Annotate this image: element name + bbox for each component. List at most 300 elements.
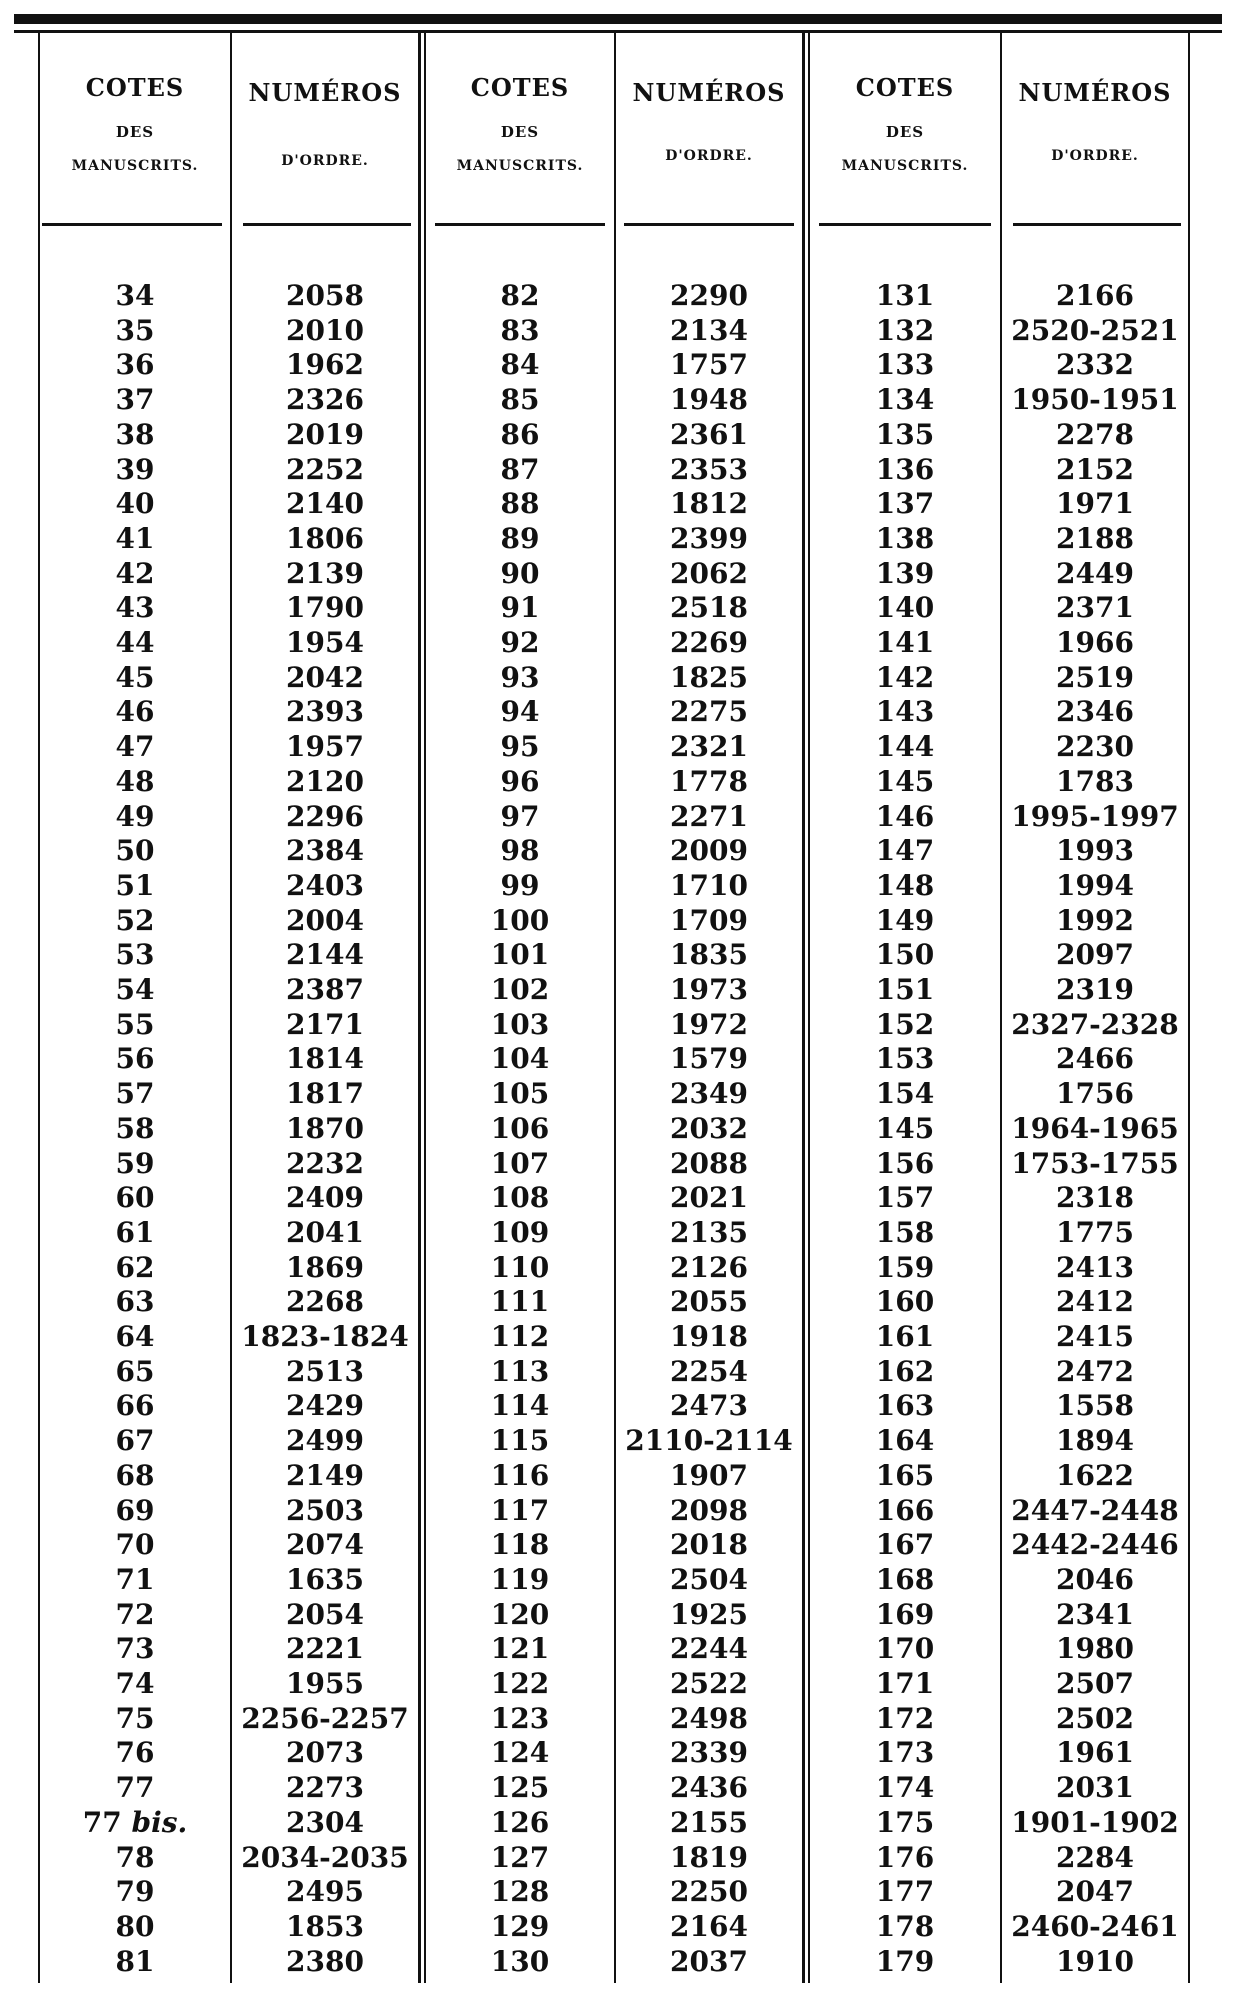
numero-cell: 2318 <box>1056 1181 1134 1215</box>
cote-value: 48 <box>115 764 155 798</box>
header-cotes-line2: DES <box>115 123 155 141</box>
cote-cell <box>40 1805 230 1840</box>
cote-value: 61 <box>115 1215 155 1249</box>
header-cotes-line1: COTES <box>85 73 185 102</box>
numero-cell: 2321 <box>670 730 748 764</box>
cote-cell <box>810 1770 1000 1805</box>
numero-cell: 2498 <box>670 1701 748 1735</box>
cote-value: 115 <box>490 1424 550 1458</box>
cote-value: 177 <box>875 1875 935 1909</box>
cote-value: 83 <box>500 313 540 347</box>
cote-cell <box>40 1458 230 1493</box>
numero-cell: 2232 <box>286 1146 364 1180</box>
numero-cell: 2110-2114 <box>625 1424 793 1458</box>
cote-value: 89 <box>500 521 540 555</box>
numero-cell: 2519 <box>1056 660 1134 694</box>
cote-cell <box>40 556 230 591</box>
cote-value: 91 <box>500 591 540 625</box>
numero-cell: 2041 <box>286 1215 364 1249</box>
cote-cell <box>426 1840 614 1875</box>
numero-cell: 1972 <box>670 1007 748 1041</box>
numero-cell: 2387 <box>286 973 364 1006</box>
cote-cell <box>810 1250 1000 1285</box>
header-cotes-line3: MANUSCRITS. <box>841 158 969 174</box>
cote-value: 59 <box>115 1146 155 1180</box>
numero-cell: 2442-2446 <box>1011 1528 1179 1562</box>
cote-value: 103 <box>490 1007 550 1041</box>
numero-cell: 1853 <box>286 1909 364 1943</box>
numero-cell: 2152 <box>1056 452 1134 486</box>
numero-cell: 2284 <box>1056 1840 1134 1874</box>
cote-value: 137 <box>875 487 935 521</box>
cote-cell <box>810 764 1000 799</box>
cote-cell <box>426 1458 614 1493</box>
cote-value: 175 <box>875 1805 935 1839</box>
cote-cell <box>426 1701 614 1736</box>
numero-cell: 2135 <box>670 1215 748 1249</box>
cote-value: 151 <box>875 973 935 1006</box>
cote-value: 161 <box>875 1320 935 1353</box>
cote-value: 74 <box>115 1667 155 1700</box>
cote-value: 111 <box>490 1285 550 1319</box>
numero-cell: 2269 <box>670 626 748 659</box>
cote-cell <box>40 1527 230 1562</box>
numero-cell: 1579 <box>670 1042 748 1076</box>
numero-cell: 1778 <box>670 764 748 798</box>
cote-value: 166 <box>875 1493 935 1527</box>
cote-value: 134 <box>875 383 935 417</box>
cote-cell <box>40 903 230 938</box>
cote-value: 81 <box>115 1944 155 1978</box>
top-rule <box>14 14 1222 24</box>
cote-cell <box>810 1909 1000 1944</box>
numero-cell: 1925 <box>670 1597 748 1631</box>
cote-cell <box>40 1423 230 1458</box>
header-cotes-line3: MANUSCRITS. <box>71 158 199 174</box>
numero-cell: 2499 <box>286 1424 364 1458</box>
cote-cell <box>40 1944 230 1979</box>
cote-cell <box>426 1666 614 1701</box>
cote-cell <box>810 278 1000 313</box>
cote-value: 135 <box>875 417 935 451</box>
cote-cell <box>40 1874 230 1909</box>
cote-cell <box>40 1666 230 1701</box>
numero-cell: 2074 <box>286 1528 364 1562</box>
header-numeros-line1: NUMÉROS <box>1018 78 1172 107</box>
numero-cell: 2415 <box>1056 1320 1134 1353</box>
cote-value: 49 <box>115 799 155 833</box>
numero-cell: 2353 <box>670 452 748 486</box>
cote-cell <box>40 1701 230 1736</box>
numero-cell: 2034-2035 <box>241 1840 409 1874</box>
cote-value: 53 <box>115 938 155 972</box>
numero-cell: 1806 <box>286 521 364 555</box>
cote-cell <box>40 1250 230 1285</box>
numero-cell: 2021 <box>670 1181 748 1215</box>
cote-cell <box>810 486 1000 521</box>
numero-cell: 1756 <box>1056 1077 1134 1111</box>
cote-value: 172 <box>875 1701 935 1735</box>
cote-value: 110 <box>490 1250 550 1284</box>
header-rule <box>243 223 411 226</box>
cote-cell <box>426 1250 614 1285</box>
cote-value: 170 <box>875 1632 935 1666</box>
cote-value: 96 <box>500 764 540 798</box>
cote-cell <box>810 1527 1000 1562</box>
cote-value: 171 <box>875 1667 935 1700</box>
cote-cell <box>426 1527 614 1562</box>
numero-cell: 2149 <box>286 1458 364 1492</box>
numero-cell: 2221 <box>286 1632 364 1666</box>
numero-cell: 1622 <box>1056 1458 1134 1492</box>
numero-cell: 2290 <box>670 279 748 312</box>
cote-cell <box>426 1423 614 1458</box>
cote-cell <box>40 1041 230 1076</box>
cote-value: 78 <box>115 1840 155 1874</box>
cote-value: 109 <box>490 1215 550 1249</box>
numero-cell: 1993 <box>1056 834 1134 868</box>
cote-cell <box>40 486 230 521</box>
cote-value: 139 <box>875 556 935 590</box>
numero-cell: 2520-2521 <box>1011 313 1179 347</box>
cote-cell <box>40 1388 230 1423</box>
header-numeros-line2: D'ORDRE. <box>665 148 753 164</box>
numero-cell: 2339 <box>670 1736 748 1770</box>
cote-value: 133 <box>875 348 935 382</box>
cote-cell <box>426 1388 614 1423</box>
cote-value: 157 <box>875 1181 935 1215</box>
cote-cell <box>810 1354 1000 1389</box>
cote-value: 101 <box>490 938 550 972</box>
cote-value: 44 <box>115 626 155 659</box>
header-rule <box>1013 223 1181 226</box>
numero-cell: 2054 <box>286 1597 364 1631</box>
cote-cell <box>426 1493 614 1528</box>
cote-value: 100 <box>490 903 550 937</box>
cote-cell <box>40 1493 230 1528</box>
cote-value: 47 <box>115 730 155 764</box>
cote-value: 108 <box>490 1181 550 1215</box>
cote-cell <box>426 1180 614 1215</box>
cote-cell <box>40 833 230 868</box>
cote-value: 80 <box>115 1909 155 1943</box>
cote-value: 82 <box>500 279 540 312</box>
cote-cell <box>40 1631 230 1666</box>
cote-cell <box>40 694 230 729</box>
numero-cell: 1995-1997 <box>1011 799 1179 833</box>
header-numeros <box>616 33 802 223</box>
numero-cell: 2019 <box>286 417 364 451</box>
cote-cell <box>810 1458 1000 1493</box>
numero-cell: 1907 <box>670 1458 748 1492</box>
cote-cell <box>810 1284 1000 1319</box>
cote-value: 95 <box>500 730 540 764</box>
cote-cell <box>426 278 614 313</box>
cote-value: 43 <box>115 591 155 625</box>
cote-cell <box>40 1180 230 1215</box>
numero-cell: 2460-2461 <box>1011 1909 1179 1943</box>
cote-cell <box>40 1840 230 1875</box>
cote-value: 124 <box>490 1736 550 1770</box>
cote-cell <box>426 1007 614 1042</box>
cote-value: 35 <box>115 313 155 347</box>
cote-cell <box>426 1770 614 1805</box>
cote-cell <box>40 417 230 452</box>
numero-cell: 2429 <box>286 1389 364 1423</box>
cote-value: 156 <box>875 1146 935 1180</box>
cote-cell <box>810 868 1000 903</box>
numero-cell: 1835 <box>670 938 748 972</box>
cote-value: 86 <box>500 417 540 451</box>
cote-value: 102 <box>490 973 550 1006</box>
manuscript-concordance-table <box>38 33 1196 1983</box>
cote-cell <box>810 903 1000 938</box>
cote-cell <box>810 1493 1000 1528</box>
numero-cell: 2413 <box>1056 1250 1134 1284</box>
cote-cell <box>810 1215 1000 1250</box>
cote-cell <box>426 382 614 417</box>
cote-cell <box>40 313 230 348</box>
cote-value: 68 <box>115 1458 155 1492</box>
cote-cell <box>426 486 614 521</box>
cote-value: 64 <box>115 1320 155 1353</box>
cote-value: 126 <box>490 1805 550 1839</box>
cote-cell <box>426 1076 614 1111</box>
numero-cell: 2188 <box>1056 521 1134 555</box>
numero-cell: 2055 <box>670 1285 748 1319</box>
cote-cell <box>40 1215 230 1250</box>
cote-value: 178 <box>875 1909 935 1943</box>
cote-cell <box>426 1215 614 1250</box>
numero-cell: 2271 <box>670 799 748 833</box>
numero-cell: 1783 <box>1056 764 1134 798</box>
cote-value: 106 <box>490 1111 550 1145</box>
cote-cell <box>810 625 1000 660</box>
cote-value: 129 <box>490 1909 550 1943</box>
cote-cell <box>40 1007 230 1042</box>
numero-cell: 2472 <box>1056 1354 1134 1388</box>
cote-value: 94 <box>500 695 540 729</box>
numero-cell: 2010 <box>286 313 364 347</box>
numero-cell: 2273 <box>286 1771 364 1805</box>
numero-cell: 2037 <box>670 1944 748 1978</box>
cote-cell <box>810 1666 1000 1701</box>
cote-value: 118 <box>490 1528 550 1562</box>
cote-value: 70 <box>115 1528 155 1562</box>
cote-cell <box>426 1805 614 1840</box>
numero-cell: 2304 <box>286 1805 364 1839</box>
cote-value: 145 <box>875 764 935 798</box>
header-rule <box>624 223 794 226</box>
numero-cell: 2088 <box>670 1146 748 1180</box>
cote-value: 112 <box>490 1320 550 1353</box>
numero-cell: 1918 <box>670 1320 748 1353</box>
cote-cell <box>810 833 1000 868</box>
numero-cell: 1710 <box>670 868 748 902</box>
cote-value: 147 <box>875 834 935 868</box>
cote-value: 71 <box>115 1562 155 1596</box>
numero-cell: 2062 <box>670 556 748 590</box>
cote-cell <box>426 521 614 556</box>
cote-value: 98 <box>500 834 540 868</box>
header-rule <box>42 223 222 226</box>
cote-cell <box>810 1840 1000 1875</box>
numero-cell: 2518 <box>670 591 748 625</box>
numero-cell: 2058 <box>286 279 364 312</box>
numero-cell: 2140 <box>286 487 364 521</box>
cote-value: 125 <box>490 1771 550 1805</box>
cote-cell <box>426 868 614 903</box>
cote-value: 136 <box>875 452 935 486</box>
cote-value: 60 <box>115 1181 155 1215</box>
cote-suffix: bis. <box>131 1805 188 1839</box>
numero-cell: 2134 <box>670 313 748 347</box>
cote-value: 138 <box>875 521 935 555</box>
cote-cell <box>40 1909 230 1944</box>
cote-value: 160 <box>875 1285 935 1319</box>
cote-cell <box>810 799 1000 834</box>
numero-cell: 1757 <box>670 348 748 382</box>
cote-cell <box>40 1562 230 1597</box>
header-numeros-line2: D'ORDRE. <box>281 153 369 169</box>
numero-cell: 1825 <box>670 660 748 694</box>
header-rule <box>819 223 991 226</box>
cote-cell <box>426 1354 614 1389</box>
header-cotes-line2: DES <box>500 123 540 141</box>
cote-value: 88 <box>500 487 540 521</box>
cote-cell <box>810 347 1000 382</box>
cote-cell <box>810 729 1000 764</box>
cote-value: 144 <box>875 730 935 764</box>
cote-cell <box>810 1701 1000 1736</box>
cote-value: 63 <box>115 1285 155 1319</box>
cote-cell <box>810 1146 1000 1181</box>
cote-cell <box>40 1111 230 1146</box>
cote-cell <box>426 1735 614 1770</box>
header-numeros-line2: D'ORDRE. <box>1051 148 1139 164</box>
numero-cell: 2495 <box>286 1875 364 1909</box>
numero-cell: 2098 <box>670 1493 748 1527</box>
cote-cell <box>426 1944 614 1979</box>
cote-value: 120 <box>490 1597 550 1631</box>
cote-cell <box>810 1423 1000 1458</box>
cote-cell <box>426 1874 614 1909</box>
cote-cell <box>426 1041 614 1076</box>
header-cotes-line2: DES <box>885 123 925 141</box>
cote-cell <box>810 521 1000 556</box>
cote-value: 174 <box>875 1771 935 1805</box>
cote-cell <box>810 1631 1000 1666</box>
cote-cell <box>40 1735 230 1770</box>
cote-value: 167 <box>875 1528 935 1562</box>
column-rule <box>1188 33 1190 1983</box>
cote-cell <box>810 1944 1000 1979</box>
numero-cell: 1973 <box>670 973 748 1006</box>
cote-cell <box>426 1562 614 1597</box>
cote-cell <box>426 729 614 764</box>
cote-value: 84 <box>500 348 540 382</box>
numero-cell: 1635 <box>286 1562 364 1596</box>
cote-cell <box>40 972 230 1007</box>
cote-cell <box>810 1388 1000 1423</box>
cote-value: 76 <box>115 1736 155 1770</box>
cote-cell <box>426 660 614 695</box>
numero-cell: 2042 <box>286 660 364 694</box>
numero-cell: 2507 <box>1056 1667 1134 1700</box>
header-cotes-line1: COTES <box>855 73 955 102</box>
numero-cell: 2380 <box>286 1944 364 1978</box>
cote-cell <box>40 868 230 903</box>
numero-cell: 1753-1755 <box>1011 1146 1179 1180</box>
cote-value: 51 <box>115 868 155 902</box>
numero-cell: 2166 <box>1056 279 1134 312</box>
numero-cell: 1961 <box>1056 1736 1134 1770</box>
cote-cell <box>810 937 1000 972</box>
cote-value: 79 <box>115 1875 155 1909</box>
numero-cell: 1966 <box>1056 626 1134 659</box>
cote-value: 105 <box>490 1077 550 1111</box>
header-cotes <box>810 33 1000 223</box>
numero-cell: 2018 <box>670 1528 748 1562</box>
cote-value: 128 <box>490 1875 550 1909</box>
numero-cell: 2327-2328 <box>1011 1007 1179 1041</box>
cote-value: 72 <box>115 1597 155 1631</box>
numero-cell: 1957 <box>286 730 364 764</box>
cote-cell <box>810 1041 1000 1076</box>
numero-cell: 1823-1824 <box>241 1320 409 1353</box>
cote-value: 65 <box>115 1354 155 1388</box>
numero-cell: 2436 <box>670 1771 748 1805</box>
cote-value: 150 <box>875 938 935 972</box>
cote-cell <box>40 1076 230 1111</box>
cote-value: 107 <box>490 1146 550 1180</box>
numero-cell: 2466 <box>1056 1042 1134 1076</box>
cote-cell <box>426 833 614 868</box>
numero-cell: 2447-2448 <box>1011 1493 1179 1527</box>
numero-cell: 1814 <box>286 1042 364 1076</box>
numero-cell: 2268 <box>286 1285 364 1319</box>
cote-value: 143 <box>875 695 935 729</box>
cote-cell <box>40 729 230 764</box>
cote-value: 85 <box>500 383 540 417</box>
cote-cell <box>810 452 1000 487</box>
numero-cell: 2250 <box>670 1875 748 1909</box>
cote-value: 113 <box>490 1354 550 1388</box>
numero-cell: 2139 <box>286 556 364 590</box>
numero-cell: 2046 <box>1056 1562 1134 1596</box>
cote-cell <box>40 1597 230 1632</box>
cote-value: 123 <box>490 1701 550 1735</box>
numero-cell: 2332 <box>1056 348 1134 382</box>
numero-cell: 2399 <box>670 521 748 555</box>
cote-value: 87 <box>500 452 540 486</box>
cote-cell <box>810 313 1000 348</box>
cote-value: 42 <box>115 556 155 590</box>
cote-value: 67 <box>115 1424 155 1458</box>
cote-value: 54 <box>115 973 155 1006</box>
numero-cell: 2278 <box>1056 417 1134 451</box>
cote-value: 130 <box>490 1944 550 1978</box>
cote-value: 158 <box>875 1215 935 1249</box>
numero-cell: 1980 <box>1056 1632 1134 1666</box>
cote-value: 41 <box>115 521 155 555</box>
cote-cell <box>810 1319 1000 1354</box>
cote-value: 36 <box>115 348 155 382</box>
cote-cell <box>810 382 1000 417</box>
cote-value: 146 <box>875 799 935 833</box>
numero-cell: 1812 <box>670 487 748 521</box>
numero-cell: 2120 <box>286 764 364 798</box>
